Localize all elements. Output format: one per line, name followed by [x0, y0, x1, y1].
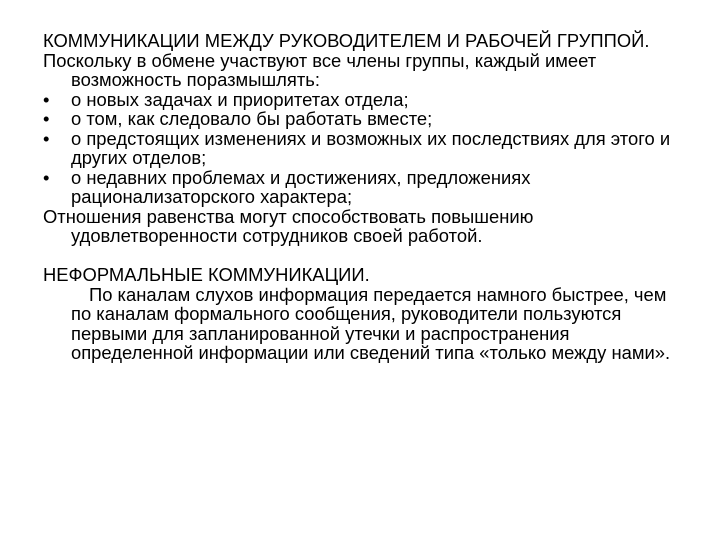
bullet-marker: •	[43, 127, 50, 149]
bullet-text: о новых задачах и приоритетах отдела;	[71, 88, 409, 110]
bullet-item	[43, 90, 688, 110]
section-heading-informal: НЕФОРМАЛЬНЫЕ КОММУНИКАЦИИ.	[43, 264, 370, 285]
intro-paragraph: Поскольку в обмене участвуют все члены группы, каждый имеет возможность поразмышлять:	[43, 49, 597, 90]
bullet-item	[43, 109, 688, 129]
bullet-text: о недавних проблемах и достижениях, предложениях рационализаторского характера;	[71, 166, 531, 207]
bullet-marker: •	[43, 88, 50, 110]
informal-body-paragraph: По каналам слухов информация передается намного быстрее, чем по каналам формального сообщения, руководители пользуются первыми для запланированной утечки и распространения определенной информации или сведений типа «только между нами».	[71, 283, 671, 363]
bullet-item	[43, 168, 688, 207]
bullet-marker: •	[43, 166, 50, 188]
bullet-text: о том, как следовало бы работать вместе;	[71, 108, 433, 129]
bullet-marker: •	[43, 108, 50, 129]
conclusion-paragraph: Отношения равенства могут способствовать повышению удовлетворенности сотрудников своей работой.	[43, 205, 534, 246]
section-heading-formal: КОММУНИКАЦИИ МЕЖДУ РУКОВОДИТЕЛЕМ И РАБОЧЕЙ ГРУППОЙ.	[43, 30, 650, 51]
slide-content	[43, 31, 688, 363]
bullet-text: о предстоящих изменениях и возможных их последствиях для этого и других отделов;	[71, 127, 671, 168]
section-spacer	[43, 246, 688, 266]
bullet-item	[43, 129, 688, 168]
